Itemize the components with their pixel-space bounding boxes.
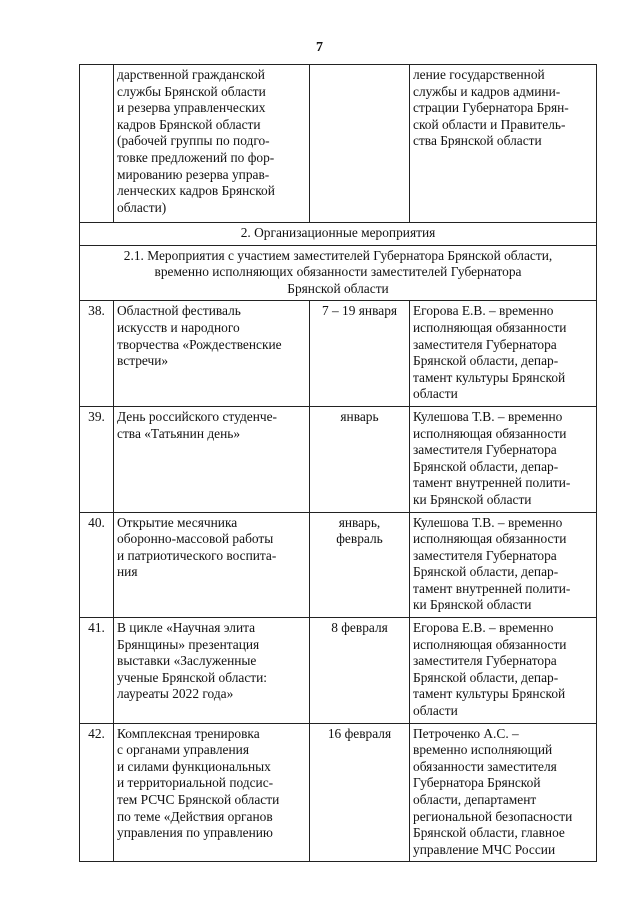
text-line: День российского студенче-	[117, 408, 277, 424]
event-date-cell	[310, 301, 410, 407]
event-date-cell	[310, 512, 410, 618]
responsible-cell	[410, 723, 597, 862]
text-line: оборонно-массовой работы	[117, 531, 274, 547]
text-line: искусств и народного	[117, 319, 240, 335]
text-line: ленческих кадров Брянской	[117, 183, 275, 199]
text-line: В цикле «Научная элита	[117, 620, 256, 636]
text-line: Брянской области, депар-	[413, 458, 559, 474]
text-line: страции Губернатора Брян-	[413, 100, 569, 116]
event-name-cell	[114, 406, 310, 512]
text-line: Брянской области, главное	[413, 825, 565, 841]
text-line: региональной безопасности	[413, 808, 573, 824]
text-line: Комплексная тренировка	[117, 725, 260, 741]
text-line: (рабочей группы по подго-	[117, 133, 270, 149]
row-number: 40.	[80, 512, 114, 618]
event-date-cell	[310, 723, 410, 862]
text-line: управления по управлению	[117, 825, 273, 841]
text-line: Брянской области, депар-	[413, 353, 559, 369]
responsible-cell	[410, 618, 597, 724]
text-line: тамент культуры Брянской	[413, 369, 566, 385]
text-line: дарственной гражданской	[117, 67, 265, 82]
text-line: товке предложений по фор-	[117, 149, 275, 165]
text-line: январь	[340, 408, 379, 424]
row-number-cell	[80, 65, 114, 223]
text-line: Егорова Е.В. – временно	[413, 303, 554, 319]
row-number: 39.	[80, 406, 114, 512]
table-row	[80, 618, 597, 724]
text-line: области)	[117, 199, 167, 215]
responsible-cell	[410, 406, 597, 512]
text-line: заместителя Губернатора	[413, 442, 557, 458]
text-line: 7 – 19 января	[321, 303, 398, 319]
text-line: Брянской области, депар-	[413, 564, 559, 580]
text-line: исполняющая обязанности	[413, 425, 567, 441]
text-line: Кулешова Т.В. – временно	[413, 408, 563, 424]
text-line: тамент культуры Брянской	[413, 686, 566, 702]
text-line: с органами управления	[117, 742, 249, 758]
text-line: Открытие месячника	[117, 514, 238, 530]
event-name-cell	[114, 618, 310, 724]
event-date-cell	[310, 618, 410, 724]
text-line: ства Брянской области	[413, 133, 542, 149]
text-line: мированию резерва управ-	[117, 166, 270, 182]
text-line: заместителя Губернатора	[413, 653, 557, 669]
text-line: управление МЧС России	[413, 841, 556, 857]
text-line: службы Брянской области	[117, 83, 266, 99]
text-line: службы и кадров админи-	[413, 83, 561, 99]
text-line: Брянщины» презентация	[117, 636, 260, 652]
page-number: 7	[316, 40, 323, 55]
table-row	[80, 406, 597, 512]
text-line: и резерва управленческих	[117, 100, 266, 116]
text-line: области	[413, 703, 458, 719]
row-number: 41.	[80, 618, 114, 724]
text-line: тамент внутренней полити-	[413, 475, 571, 491]
event-name-cell	[114, 65, 310, 223]
text-line: и патриотического воспита-	[117, 547, 277, 563]
responsible-cell	[410, 512, 597, 618]
text-line: февраль	[336, 531, 383, 547]
text-line: Губернатора Брянской	[413, 775, 541, 791]
events-plan-table	[79, 64, 597, 862]
text-line: тем РСЧС Брянской области	[117, 792, 280, 807]
event-name-cell	[114, 723, 310, 862]
row-number: 38.	[80, 301, 114, 407]
table-row	[80, 723, 597, 862]
text-line: творчества «Рождественские	[117, 336, 282, 352]
text-line: ление государственной	[413, 67, 545, 82]
text-line: области	[413, 386, 458, 402]
subsection-title	[80, 245, 597, 301]
section-title: 2. Организационные мероприятия	[80, 223, 597, 246]
text-line: встречи»	[117, 353, 169, 369]
text-line: 8 февраля	[331, 620, 388, 636]
text-line: лауреаты 2022 года»	[117, 686, 234, 702]
text-line: временно исполняющих обязанности заместителей Губернатора	[154, 264, 522, 280]
text-line: заместителя Губернатора	[413, 547, 557, 563]
table-body	[80, 65, 597, 862]
text-line: исполняющая обязанности	[413, 636, 567, 652]
text-line: Брянской области, депар-	[413, 669, 559, 685]
text-line: исполняющая обязанности	[413, 531, 567, 547]
text-line: январь,	[338, 514, 381, 530]
table-row	[80, 301, 597, 407]
text-line: ства «Татьянин день»	[117, 425, 241, 441]
text-line: Егорова Е.В. – временно	[413, 620, 554, 636]
text-line: исполняющая обязанности	[413, 319, 567, 335]
event-name-cell	[114, 301, 310, 407]
text-line: ки Брянской области	[413, 491, 532, 507]
text-line: и территориальной подсис-	[117, 775, 274, 791]
text-line: области, департамент	[413, 792, 537, 807]
text-line: Областной фестиваль	[117, 303, 241, 319]
event-date-cell	[310, 406, 410, 512]
text-line: обязанности заместителя	[413, 758, 557, 774]
row-number: 42.	[80, 723, 114, 862]
event-date-cell	[310, 65, 410, 223]
text-line: ния	[117, 564, 138, 580]
text-line: временно исполняющий	[413, 742, 553, 758]
text-line: выставки «Заслуженные	[117, 653, 257, 669]
text-line: по теме «Действия органов	[117, 808, 273, 824]
responsible-cell	[410, 65, 597, 223]
subsection-row	[80, 245, 597, 301]
table-row	[80, 512, 597, 618]
text-line: кадров Брянской области	[117, 116, 261, 132]
text-line: ки Брянской области	[413, 597, 532, 613]
text-line: 2.1. Мероприятия с участием заместителей Губернатора Брянской области,	[123, 247, 553, 263]
text-line: Петроченко А.С. –	[413, 725, 519, 741]
table-row-continuation	[80, 65, 597, 223]
text-line: и силами функциональных	[117, 758, 271, 774]
text-line: Кулешова Т.В. – временно	[413, 514, 563, 530]
text-line: ученые Брянской области:	[117, 669, 267, 685]
text-line: заместителя Губернатора	[413, 336, 557, 352]
text-line: ской области и Правитель-	[413, 116, 566, 132]
section-row	[80, 223, 597, 246]
text-line: 16 февраля	[327, 725, 392, 741]
text-line: тамент внутренней полити-	[413, 580, 571, 596]
responsible-cell	[410, 301, 597, 407]
event-name-cell	[114, 512, 310, 618]
text-line: Брянской области	[287, 280, 389, 296]
